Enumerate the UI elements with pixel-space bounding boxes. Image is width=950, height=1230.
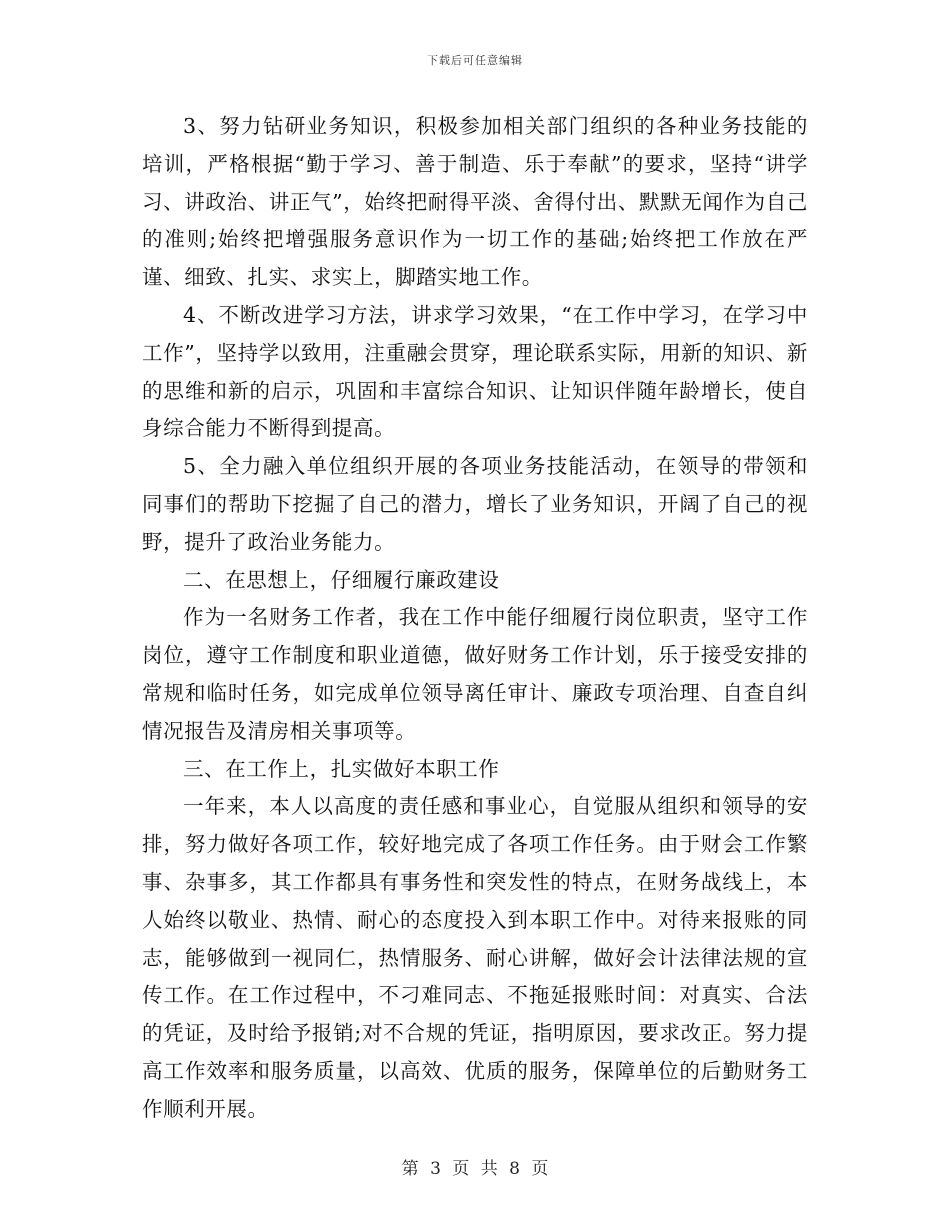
paragraph-item-3: 3、努力钻研业务知识，积极参加相关部门组织的各种业务技能的培训，严格根据“勤于学习、善于制造、乐于奉献”的要求，坚持“讲学习、讲政治、讲正气”，始终把耐得平淡、舍得付出、默默无闻作为自己的准则;始终把增强服务意识作为一切工作的基础;始终把工作放在严谨、细致、扎实、求实上，脚踏实地工作。 (142, 114, 808, 290)
page-header: 下载后可任意编辑 (427, 54, 523, 67)
section-heading-work: 三、在工作上，扎实做好本职工作 (183, 756, 500, 781)
section-heading-thought: 二、在思想上，仔细履行廉政建设 (183, 567, 500, 592)
paragraph-item-4: 4、不断改进学习方法，讲求学习效果，“在工作中学习，在学习中工作”，坚持学以致用，注重融会贯穿，理论联系实际，用新的知识、新的思维和新的启示，巩固和丰富综合知识、让知识伴随年龄增长，使自身综合能力不断得到提高。 (142, 302, 808, 441)
document-body (142, 108, 808, 1129)
paragraph-integrity: 作为一名财务工作者，我在工作中能仔细履行岗位职责，坚守工作岗位，遵守工作制度和职业道德，做好财务工作计划，乐于接受安排的常规和临时任务，如完成单位领导离任审计、廉政专项治理、自查自纠情况报告及清房相关事项等。 (142, 605, 808, 743)
paragraph-work: 一年来，本人以高度的责任感和事业心，自觉服从组织和领导的安排，努力做好各项工作，较好地完成了各项工作任务。由于财会工作繁事、杂事多，其工作都具有事务性和突发性的特点，在财务战线上，本人始终以敬业、热情、耐心的态度投入到本职工作中。对待来报账的同志，能够做到一视同仁，热情服务、耐心讲解，做好会计法律法规的宣传工作。在工作过程中，不刁难同志、不拖延报账时间：对真实、合法的凭证，及时给予报销;对不合规的凭证，指明原因，要求改正。努力提高工作效率和服务质量，以高效、优质的服务，保障单位的后勤财务工作顺利开展。 (142, 794, 808, 1121)
paragraph-item-5: 5、全力融入单位组织开展的各项业务技能活动，在领导的带领和同事们的帮助下挖掘了自己的潜力，增长了业务知识，开阔了自己的视野，提升了政治业务能力。 (142, 454, 808, 554)
page-footer: 第 3 页 共 8 页 (401, 1159, 549, 1179)
